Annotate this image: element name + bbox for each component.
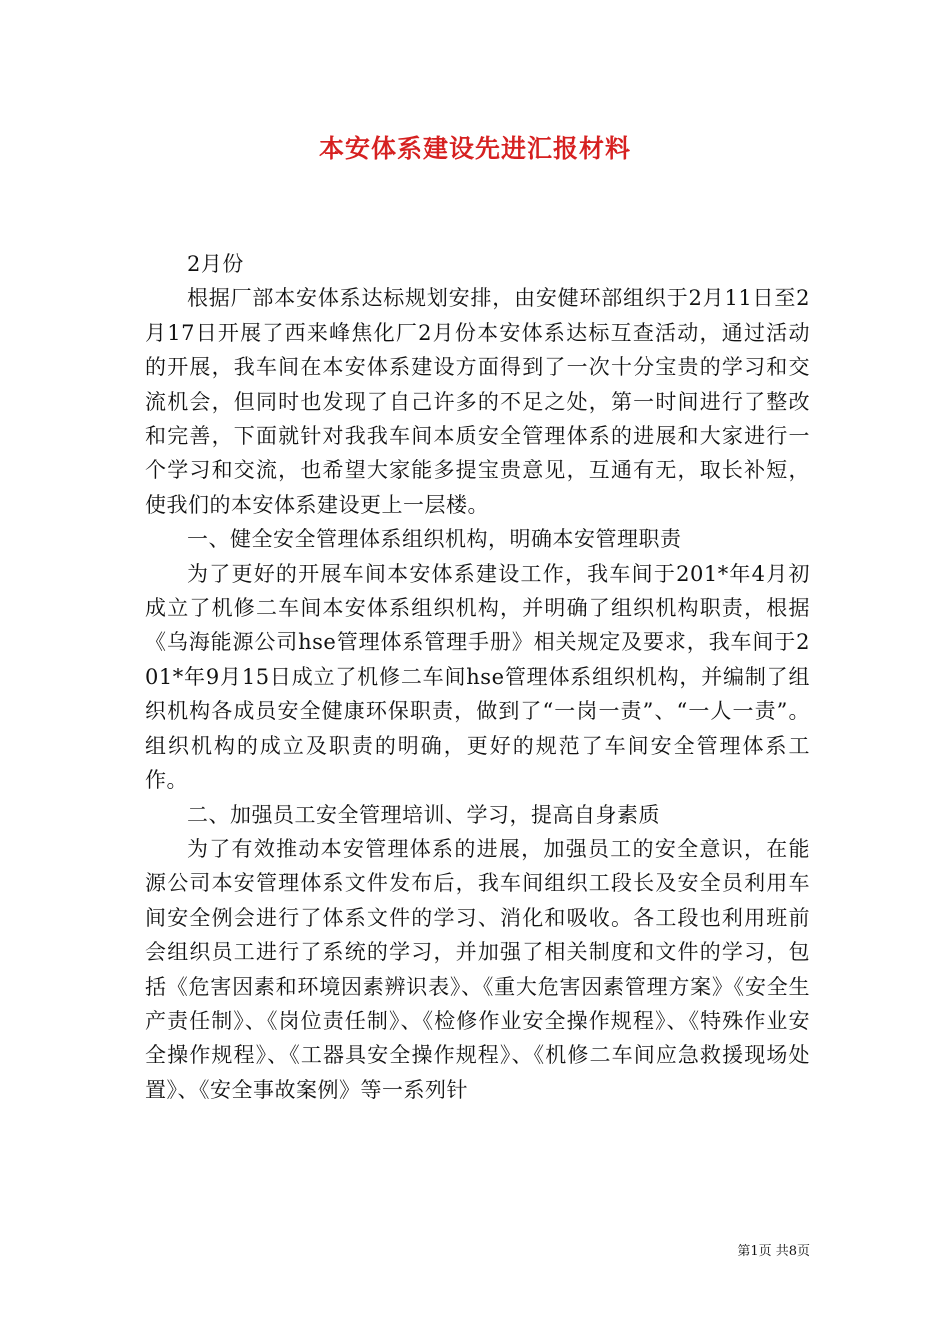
document-body <box>145 247 810 1107</box>
document-title: 本安体系建设先进汇报材料 <box>318 134 631 163</box>
section-heading-2: 二、加强员工安全管理培训、学习，提高自身素质 <box>187 802 660 827</box>
page-number: 第1页 共8页 <box>737 1244 810 1259</box>
date-line: 2月份 <box>187 252 244 276</box>
section-heading-1: 一、健全安全管理体系组织机构，明确本安管理职责 <box>187 527 682 552</box>
body-paragraph-intro: 根据厂部本安体系达标规划安排，由安健环部组织于2月11日至2月17日开展了西来峰焦化厂2月份本安体系达标互查活动，通过活动的开展，我车间在本安体系建设方面得到了一次十分宝贵的学习和交流机会，但同时也发现了自己许多的不足之处，第一时间进行了整改和完善，下面就针对我我车间本质安全管理体系的进展和大家进行一个学习和交流，也希望大家能多提宝贵意见，互通有无，取长补短，使我们的本安体系建设更上一层楼。 <box>145 286 810 517</box>
body-paragraph-section-2: 为了有效推动本安管理体系的进展，加强员工的安全意识，在能源公司本安管理体系文件发布后，我车间组织工段长及安全员利用车间安全例会进行了体系文件的学习、消化和吸收。各工段也利用班前会组织员工进行了系统的学习，并加强了相关制度和文件的学习，包括《危害因素和环境因素辨识表》、《重大危害因素管理方案》《安全生产责任制》、《岗位责任制》、《检修作业安全操作规程》、《特殊作业安全操作规程》、《工器具安全操作规程》、《机修二车间应急救援现场处置》、《安全事故案例》等一系列针 <box>145 836 810 1102</box>
body-paragraph-section-1: 为了更好的开展车间本安体系建设工作，我车间于201*年4月初成立了机修二车间本安体系组织机构，并明确了组织机构职责，根据《乌海能源公司hse管理体系管理手册》相关规定及要求，我车间于201*年9月15日成立了机修二车间hse管理体系组织机构，并编制了组织机构各成员安全健康环保职责，做到了“一岗一责”、“一人一责”。组织机构的成立及职责的明确，更好的规范了车间安全管理体系工作。 <box>145 561 810 793</box>
